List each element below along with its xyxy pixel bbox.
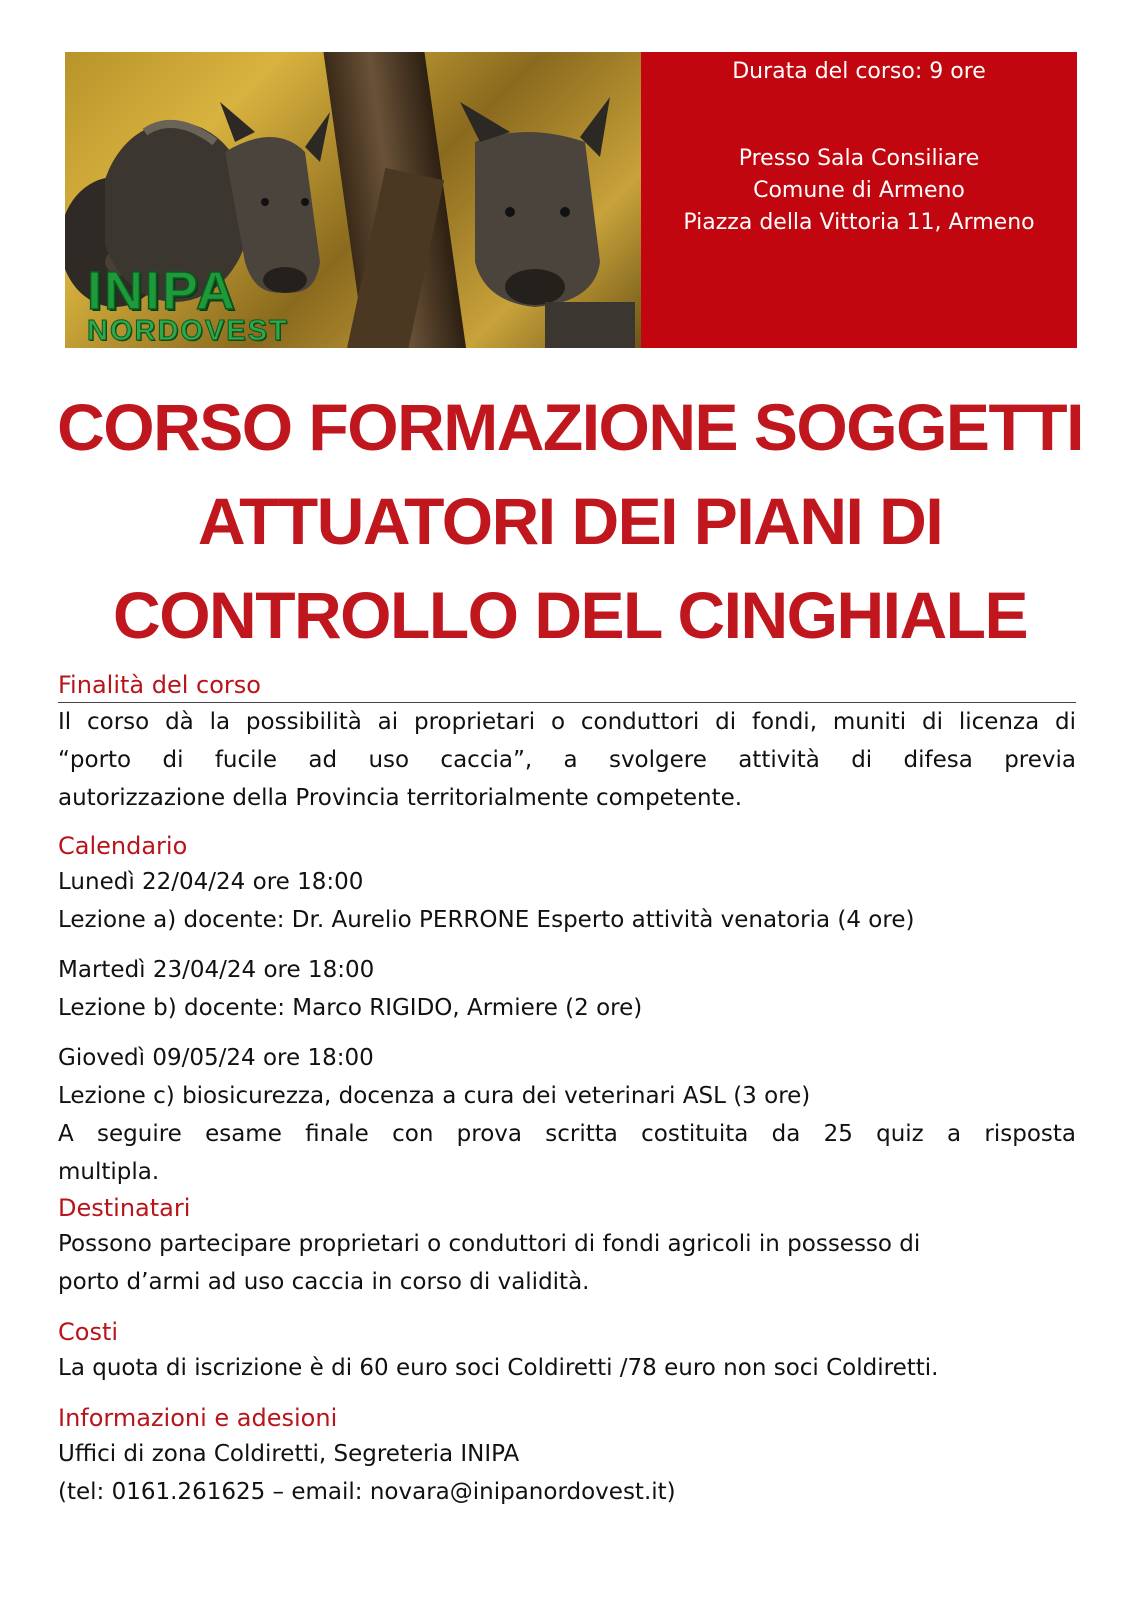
- title-line: CONTROLLO DEL CINGHIALE: [113, 578, 1027, 652]
- inipa-nordovest-logo: [87, 261, 349, 347]
- finalita-text-line: autorizzazione della Provincia territorialmente competente.: [58, 785, 743, 811]
- venue-line: Comune di Armeno: [753, 178, 965, 203]
- finalita-text-line: Il corso dà la possibilità ai proprietari o conduttori di fondi, muniti di licenza di: [58, 709, 1076, 735]
- section-heading-costi: Costi: [58, 1318, 119, 1346]
- logo-text-nordovest: NORDOVEST: [87, 315, 289, 347]
- exam-text-line: A seguire esame finale con prova scritta costituita da 25 quiz a risposta: [58, 1121, 1076, 1147]
- boar-right-icon: [425, 82, 635, 348]
- spacer: [58, 1387, 1076, 1401]
- destinatari-text-line: porto d’armi ad uso caccia in corso di validità.: [58, 1269, 590, 1295]
- title-line: CORSO FORMAZIONE SOGGETTI: [57, 390, 1083, 464]
- section-heading-info: Informazioni e adesioni: [58, 1404, 338, 1432]
- calendar-date: Martedì 23/04/24 ore 18:00: [58, 957, 375, 983]
- spacer: [58, 1301, 1076, 1315]
- section-heading-finalita: Finalità del corso: [58, 668, 1076, 703]
- venue-line: Presso Sala Consiliare: [738, 146, 980, 171]
- info-text-line: Uffici di zona Coldiretti, Segreteria INIPA: [58, 1441, 520, 1467]
- calendar-date: Lunedì 22/04/24 ore 18:00: [58, 869, 364, 895]
- costi-text: La quota di iscrizione è di 60 euro soci Coldiretti /78 euro non soci Coldiretti.: [58, 1355, 939, 1381]
- spacer: [58, 939, 1076, 951]
- header-banner: [65, 52, 1077, 348]
- spacer: [58, 1027, 1076, 1039]
- spacer: [58, 817, 1076, 829]
- page-title: [40, 380, 1100, 662]
- calendar-lesson: Lezione c) biosicurezza, docenza a cura dei veterinari ASL (3 ore): [58, 1083, 811, 1109]
- course-duration: Durata del corso: 9 ore: [732, 59, 986, 84]
- section-heading-destinatari: Destinatari: [58, 1194, 191, 1222]
- contact-info: (tel: 0161.261625 – email: novara@inipanordovest.it): [58, 1479, 676, 1505]
- course-info-box: [641, 52, 1077, 348]
- calendar-lesson: Lezione b) docente: Marco RIGIDO, Armiere (2 ore): [58, 995, 643, 1021]
- calendar-lesson: Lezione a) docente: Dr. Aurelio PERRONE Esperto attività venatoria (4 ore): [58, 907, 915, 933]
- title-line: ATTUATORI DEI PIANI DI: [197, 484, 943, 558]
- destinatari-text-line: Possono partecipare proprietari o conduttori di fondi agricoli in possesso di: [58, 1231, 921, 1257]
- calendar-date: Giovedì 09/05/24 ore 18:00: [58, 1045, 374, 1071]
- exam-text-line: multipla.: [58, 1159, 160, 1185]
- logo-text-inipa: INIPA: [87, 261, 238, 321]
- wild-boar-photo: [65, 52, 641, 348]
- course-details: [58, 668, 1076, 1511]
- venue-line: Piazza della Vittoria 11, Armeno: [683, 210, 1035, 235]
- section-heading-calendario: Calendario: [58, 832, 188, 860]
- course-venue: [641, 143, 1077, 239]
- finalita-text-line: “porto di fucile ad uso caccia”, a svolgere attività di difesa previa: [58, 747, 1076, 773]
